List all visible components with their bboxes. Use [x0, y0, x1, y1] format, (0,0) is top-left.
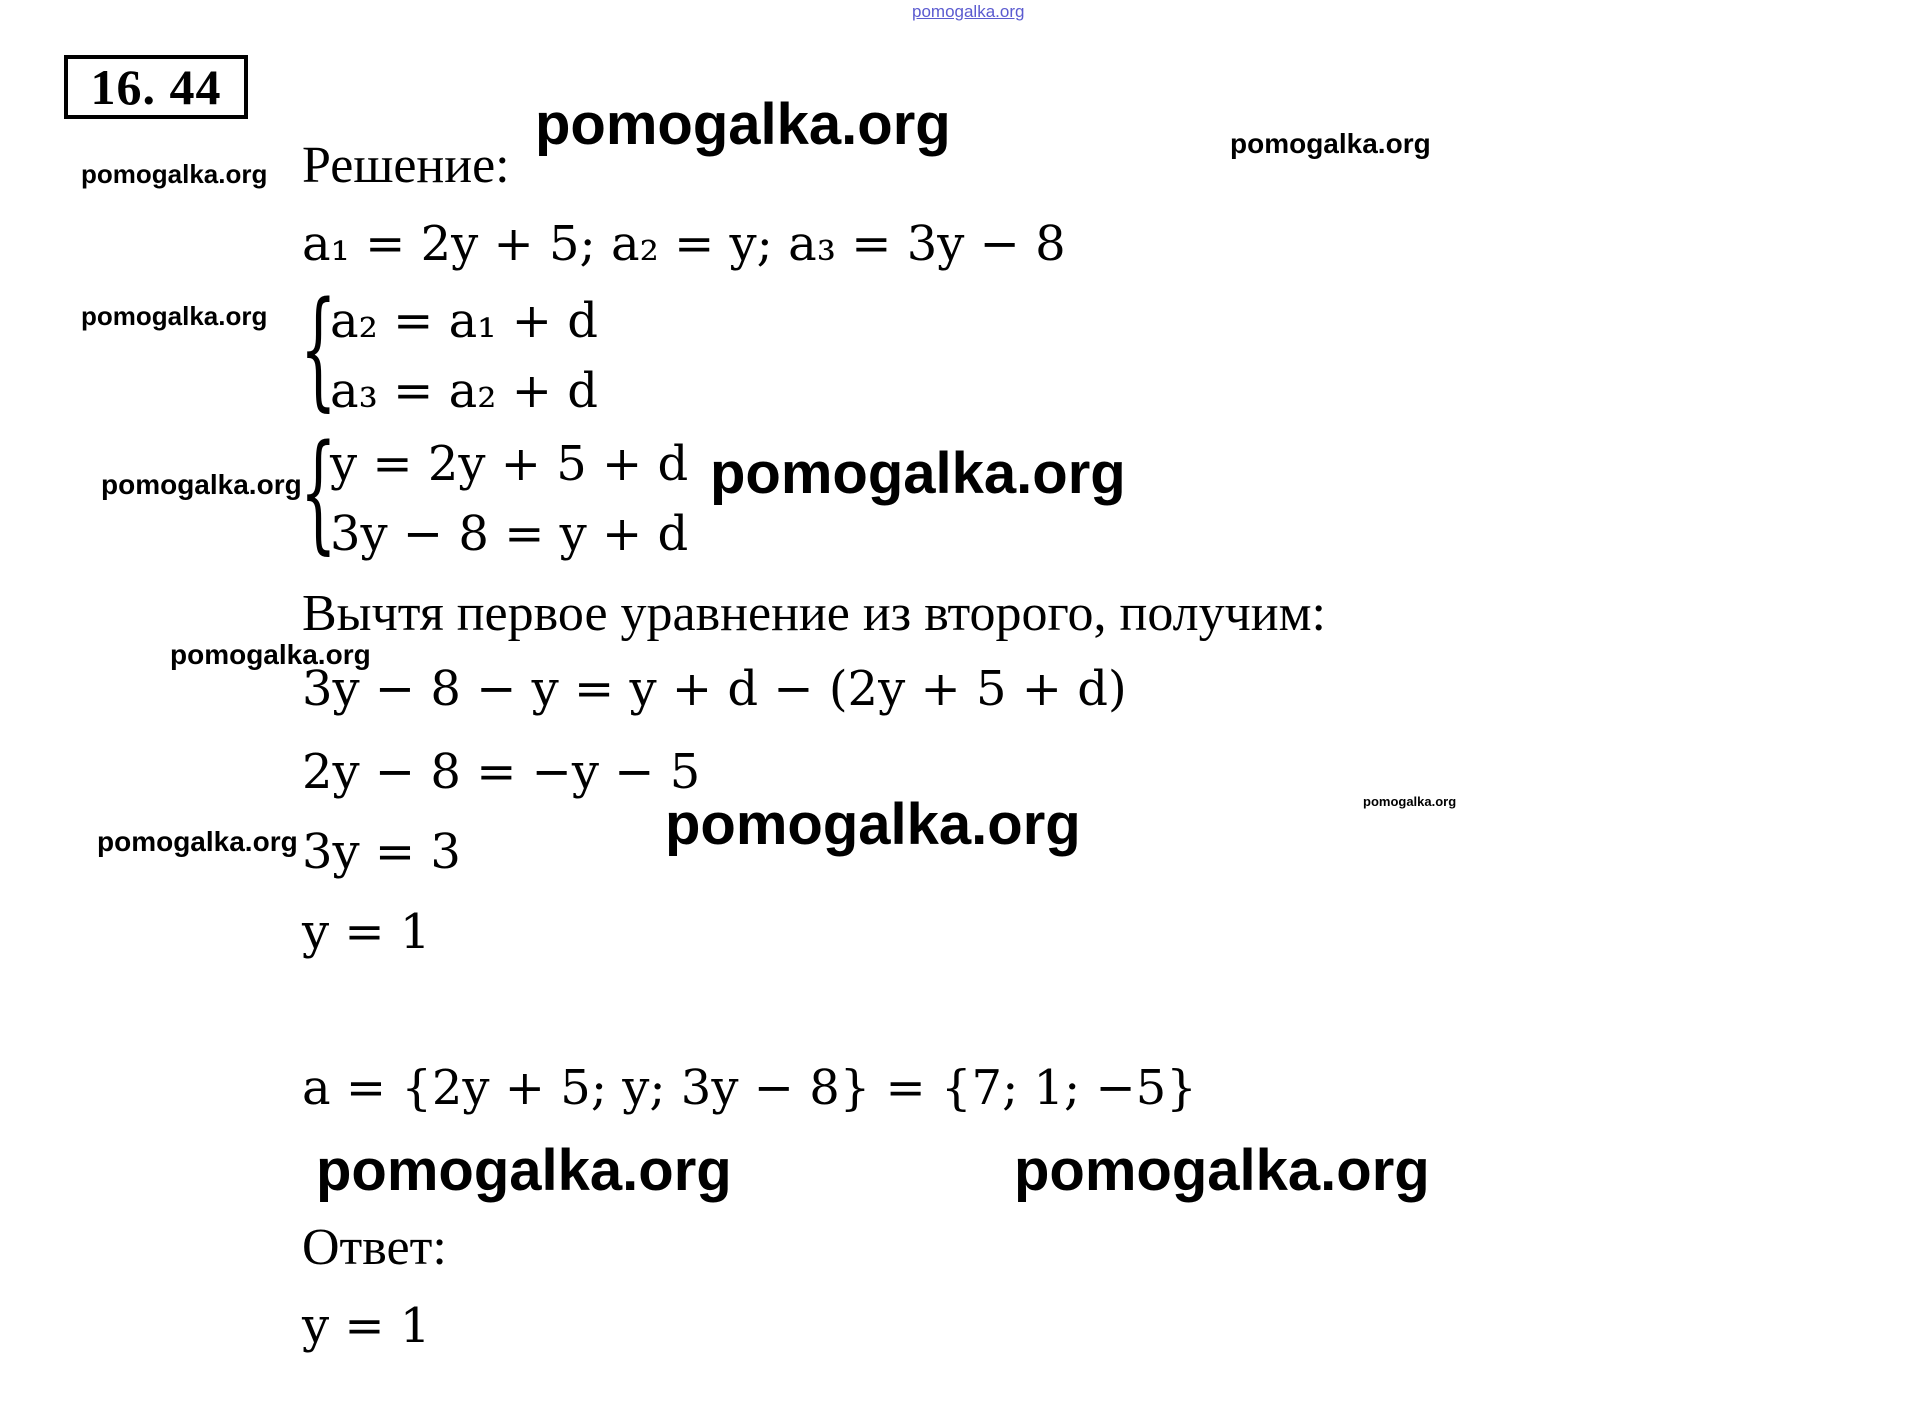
- watermark-large: pomogalka.org: [710, 441, 1126, 506]
- watermark-medium: pomogalka.org: [170, 639, 371, 670]
- left-brace: {: [300, 275, 337, 424]
- system-row: y = 2y + 5 + d: [330, 436, 689, 492]
- watermark-medium: pomogalka.org: [1230, 128, 1431, 159]
- watermark-medium: pomogalka.org: [101, 469, 302, 500]
- problem-number: 16. 44: [64, 55, 248, 119]
- system-rows: [330, 429, 688, 569]
- watermark-large: pomogalka.org: [1014, 1138, 1430, 1203]
- step-equation: 3y − 8 − y = y + d − (2y + 5 + d): [302, 661, 1127, 717]
- watermark-medium: pomogalka.org: [97, 826, 298, 857]
- watermark-large: pomogalka.org: [665, 792, 1081, 857]
- equation-system-general: [300, 275, 598, 426]
- answer-label: Ответ:: [302, 1219, 447, 1276]
- watermark-large: pomogalka.org: [535, 92, 951, 157]
- answer-value: y = 1: [302, 1298, 431, 1354]
- watermark-medium: pomogalka.org: [81, 301, 268, 331]
- terms-equation: a₁ = 2y + 5; a₂ = y; a₃ = 3y − 8: [302, 216, 1066, 272]
- step-equation: 3y = 3: [302, 824, 461, 880]
- watermark-small: pomogalka.org: [1363, 794, 1457, 809]
- step-equation: 2y − 8 = −y − 5: [302, 744, 701, 800]
- system-row: 3y − 8 = y + d: [330, 506, 689, 562]
- solution-label: Решение:: [302, 137, 510, 194]
- step-equation: y = 1: [302, 904, 431, 960]
- left-brace: {: [300, 418, 337, 567]
- watermark-medium: pomogalka.org: [81, 159, 268, 189]
- subtract-instruction: Вычтя первое уравнение из второго, получим:: [302, 585, 1326, 642]
- watermark-large: pomogalka.org: [316, 1138, 732, 1203]
- watermark-top: pomogalka.org: [912, 2, 1025, 21]
- system-rows: [330, 286, 598, 426]
- system-row: a₂ = a₁ + d: [330, 293, 598, 349]
- system-row: a₃ = a₂ + d: [330, 363, 598, 419]
- sequence-equation: a = {2y + 5; y; 3y − 8} = {7; 1; −5}: [302, 1060, 1197, 1116]
- equation-system-substituted: [300, 418, 689, 569]
